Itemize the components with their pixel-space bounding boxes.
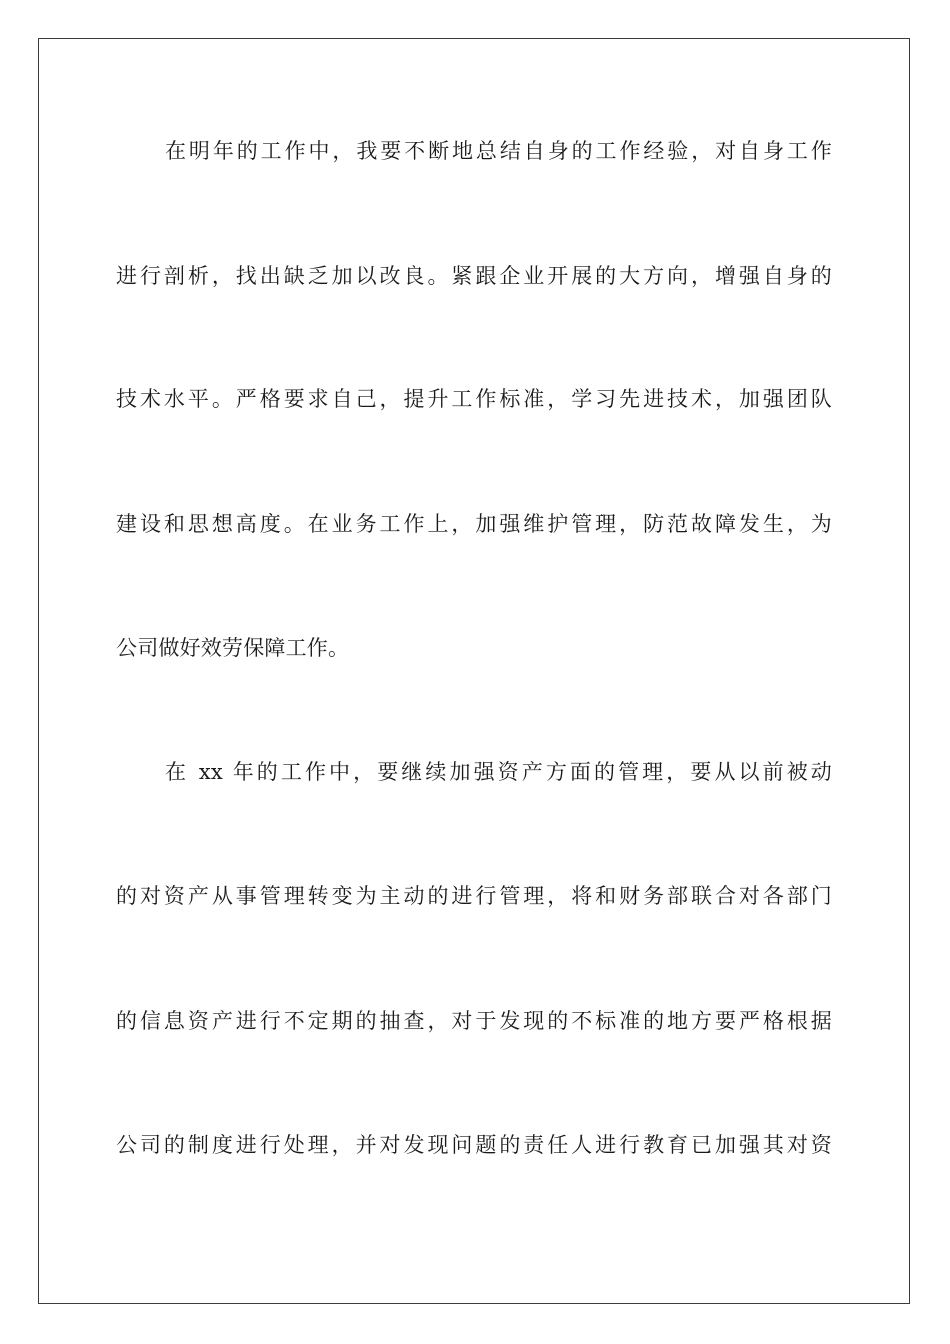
text-line: 在 xx 年的工作中，要继续加强资产方面的管理，要从以前被动 [165,760,832,784]
page-border [38,38,910,1304]
text-line: 的信息资产进行不定期的抽查，对于发现的不标准的地方要严格根据 [116,1009,832,1033]
text-line: 建设和思想高度。在业务工作上，加强维护管理，防范故障发生，为 [116,512,832,536]
text-line: 公司做好效劳保障工作。 [116,636,350,660]
text-line: 进行剖析，找出缺乏加以改良。紧跟企业开展的大方向，增强自身的 [116,264,832,288]
text-line: 在明年的工作中，我要不断地总结自身的工作经验，对自身工作 [165,139,832,163]
text-line: 的对资产从事管理转变为主动的进行管理，将和财务部联合对各部门 [116,884,832,908]
text-line: 公司的制度进行处理，并对发现问题的责任人进行教育已加强其对资 [116,1133,832,1157]
text-line: 技术水平。严格要求自己，提升工作标准，学习先进技术，加强团队 [116,387,832,411]
